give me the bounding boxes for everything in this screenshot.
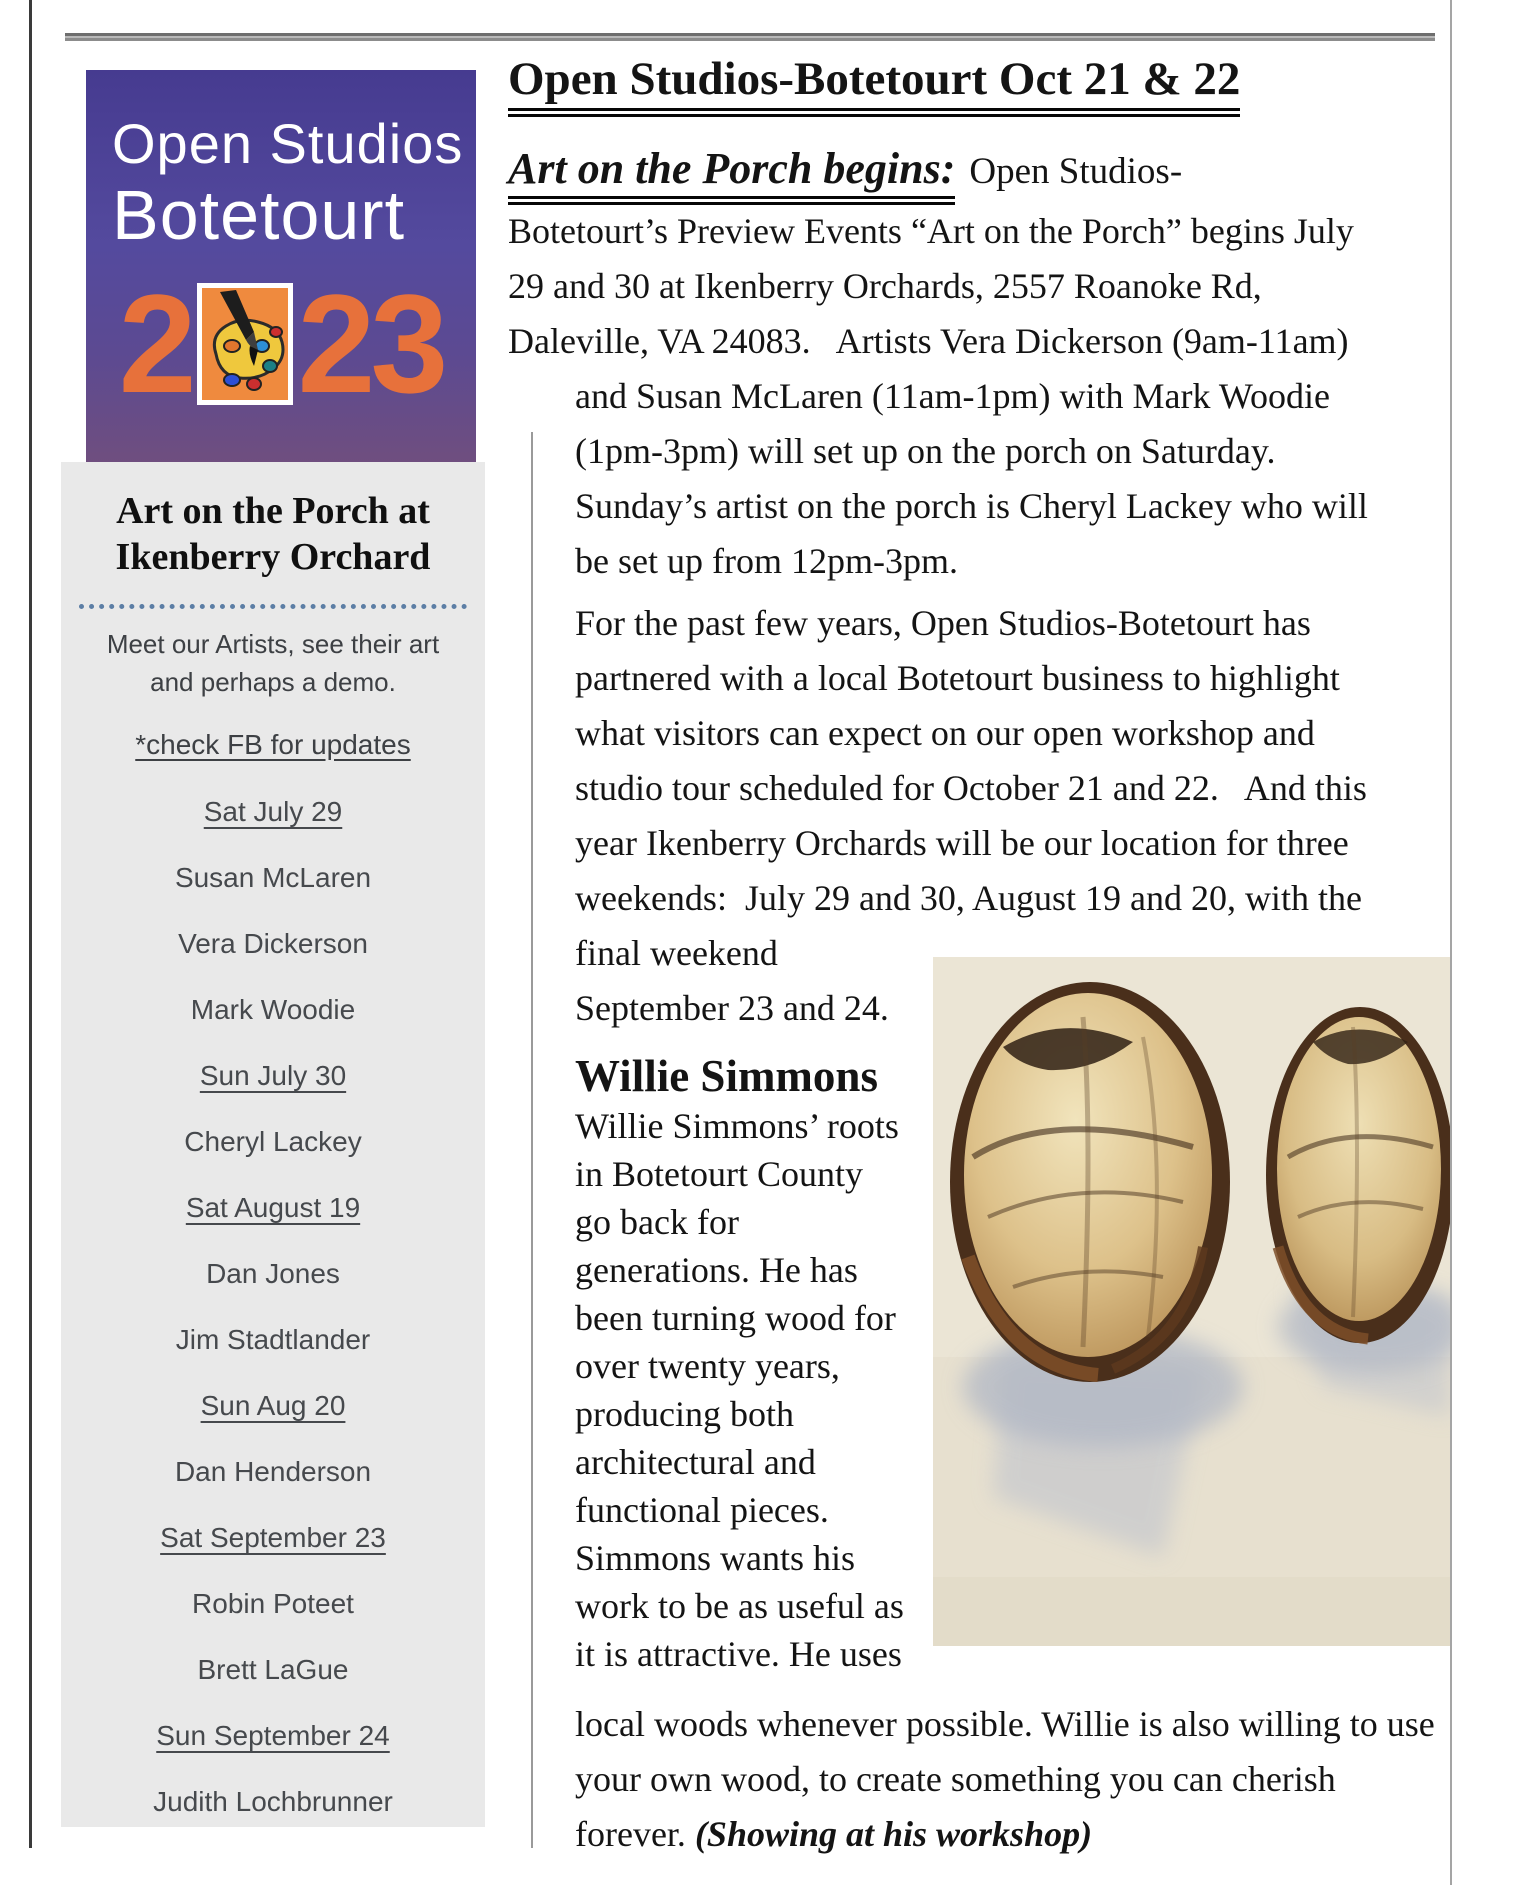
section-subtitle-row xyxy=(508,143,1182,205)
schedule-item: Dan Henderson xyxy=(174,1456,372,1487)
schedule-item: Sun Aug 20 xyxy=(200,1390,346,1421)
event-paragraph xyxy=(508,204,1368,589)
event-paragraph-line: and Susan McLaren (11am-1pm) with Mark Woodie xyxy=(575,376,1330,416)
event-paragraph-line: Botetourt’s Preview Events “Art on the Porch” begins July xyxy=(508,211,1354,251)
willie-paragraph-line: architectural and xyxy=(575,1442,816,1482)
partnership-paragraph-line: partnered with a local Botetourt business to highlight xyxy=(575,658,1340,698)
sidebar-intro xyxy=(61,625,485,701)
artist-schedule-list xyxy=(61,797,485,1817)
sidebar-intro-line2: and perhaps a demo. xyxy=(150,667,396,697)
open-studios-botetourt-logo xyxy=(86,70,476,462)
schedule-item: Vera Dickerson xyxy=(178,928,368,959)
willie-simmons-paragraph xyxy=(575,1102,904,1678)
text-box-border-line xyxy=(531,432,533,1848)
schedule-item: Robin Poteet xyxy=(192,1588,354,1619)
partnership-paragraph-line: year Ikenberry Orchards will be our location for three xyxy=(575,823,1349,863)
willie-paragraph-line: it is attractive. He uses xyxy=(575,1634,902,1674)
closing-paragraph-line: forever. (Showing at his workshop) xyxy=(575,1814,1093,1854)
willie-paragraph-line: been turning wood for xyxy=(575,1298,896,1338)
schedule-item: Sun July 30 xyxy=(199,1060,347,1091)
sidebar xyxy=(61,462,485,1827)
closing-paragraph-line: your own wood, to create something you can cherish xyxy=(575,1759,1336,1799)
willie-simmons-heading: Willie Simmons xyxy=(575,1051,878,1101)
page-title: Open Studios-Botetourt Oct 21 & 22 xyxy=(508,52,1240,117)
willie-paragraph-line: in Botetourt County xyxy=(575,1154,863,1194)
closing-paragraph-line: local woods whenever possible. Willie is also willing to use xyxy=(575,1704,1435,1744)
schedule-item: Sat July 29 xyxy=(203,796,343,827)
logo-line1: Open Studios xyxy=(112,112,464,175)
top-divider-rule xyxy=(65,33,1435,41)
schedule-item: Sat August 19 xyxy=(185,1192,361,1223)
event-paragraph-line: Daleville, VA 24083. Artists Vera Dickerson (9am-11am) xyxy=(508,321,1349,361)
willie-paragraph-line: go back for xyxy=(575,1202,739,1242)
event-paragraph-line: Sunday’s artist on the porch is Cheryl Lackey who will xyxy=(575,486,1368,526)
schedule-item: Sat September 23 xyxy=(160,1522,386,1553)
paint-palette-icon xyxy=(197,283,293,405)
sidebar-intro-line1: Meet our Artists, see their art xyxy=(106,629,440,659)
event-paragraph-line: be set up from 12pm-3pm. xyxy=(575,541,958,581)
closing-paragraph xyxy=(575,1697,1435,1862)
willie-paragraph-line: producing both xyxy=(575,1394,794,1434)
sidebar-heading-line1: Art on the Porch at xyxy=(116,490,430,532)
willie-paragraph-line: Willie Simmons’ roots xyxy=(575,1106,899,1146)
wooden-bowls-illustration xyxy=(933,957,1450,1646)
event-paragraph-line: (1pm-3pm) will set up on the porch on Saturday. xyxy=(575,431,1276,471)
page-border-left xyxy=(29,0,32,1848)
wooden-bowls-photo xyxy=(933,957,1450,1646)
year-digit-23: 23 xyxy=(297,265,444,422)
event-paragraph-line: 29 and 30 at Ikenberry Orchards, 2557 Roanoke Rd, xyxy=(508,266,1262,306)
partnership-paragraph-line: weekends: July 29 and 30, August 19 and 20, with the xyxy=(575,878,1362,918)
willie-paragraph-line: generations. He has xyxy=(575,1250,858,1290)
schedule-item: Sun September 24 xyxy=(156,1720,390,1751)
schedule-item: Mark Woodie xyxy=(190,994,356,1025)
dotted-divider xyxy=(79,604,467,609)
sidebar-heading xyxy=(61,488,485,580)
wooden-bowl-left xyxy=(950,982,1230,1382)
section-subtitle: Art on the Porch begins: xyxy=(508,143,955,205)
schedule-item: Susan McLaren xyxy=(174,862,372,893)
partnership-paragraph-line: studio tour scheduled for October 21 and 22. And this xyxy=(575,768,1367,808)
schedule-item: Dan Jones xyxy=(206,1258,340,1289)
logo-line2: Botetourt xyxy=(112,176,406,254)
wooden-bowl-right xyxy=(1266,1007,1450,1343)
schedule-item: Judith Lochbrunner xyxy=(153,1786,393,1817)
partnership-paragraph-line: September 23 and 24. xyxy=(575,988,889,1028)
page-border-right xyxy=(1450,0,1452,1885)
subtitle-follow-text: Open Studios- xyxy=(969,151,1183,192)
schedule-item: Brett LaGue xyxy=(197,1654,349,1685)
partnership-paragraph-line: For the past few years, Open Studios-Botetourt has xyxy=(575,603,1311,643)
logo-year-2023 xyxy=(86,265,476,422)
partnership-paragraph-line: final weekend xyxy=(575,933,778,973)
schedule-item: Jim Stadtlander xyxy=(175,1324,371,1355)
sidebar-heading-line2: Ikenberry Orchard xyxy=(115,536,431,578)
facebook-updates-note: *check FB for updates xyxy=(135,729,411,760)
year-digit-2: 2 xyxy=(118,265,192,422)
partnership-paragraph-line: what visitors can expect on our open workshop and xyxy=(575,713,1315,753)
willie-paragraph-line: Simmons wants his xyxy=(575,1538,856,1578)
schedule-item: Cheryl Lackey xyxy=(184,1126,362,1157)
willie-paragraph-line: functional pieces. xyxy=(575,1490,829,1530)
willie-paragraph-line: work to be as useful as xyxy=(575,1586,904,1626)
willie-paragraph-line: over twenty years, xyxy=(575,1346,840,1386)
